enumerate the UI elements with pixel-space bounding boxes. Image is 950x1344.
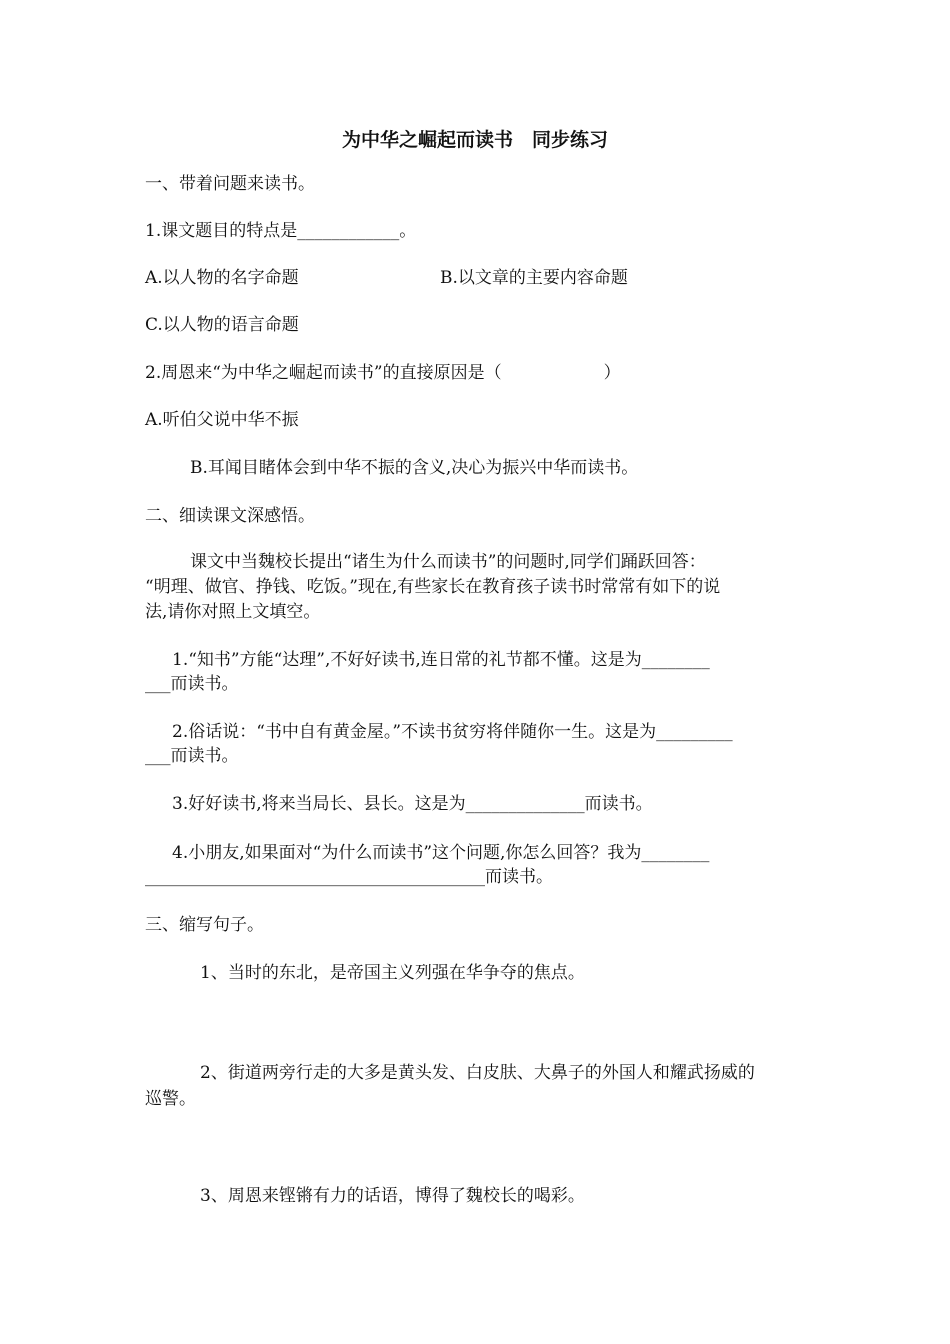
fill-item-2-line1: 2.俗话说：“书中自有黄金屋。”不读书贫穷将伴随你一生。这是为_________ — [172, 722, 733, 742]
section2-intro-line1: 课文中当魏校长提出“诸生为什么而读书”的问题时,同学们踊跃回答： — [190, 552, 706, 572]
question1-text: 1.课文题目的特点是____________。 — [145, 221, 417, 241]
section3-heading: 三、缩写句子。 — [145, 915, 264, 935]
page-title: 为中华之崛起而读书 同步练习 — [341, 129, 608, 151]
section2-heading: 二、细读课文深感悟。 — [145, 506, 315, 526]
fill-item-1-line2: ___而读书。 — [145, 674, 239, 694]
fill-item-3: 3.好好读书,将来当局长、县长。这是为______________而读书。 — [172, 794, 653, 814]
condense-sentence-2-line1: 2、街道两旁行走的大多是黄头发、白皮肤、大鼻子的外国人和耀武扬威的 — [200, 1063, 755, 1083]
condense-sentence-2-line2: 巡警。 — [145, 1089, 196, 1109]
section2-intro-line2: “明理、做官、挣钱、吃饭。”现在,有些家长在教育孩子读书时常常有如下的说 — [145, 577, 721, 597]
question2-option-a: A.听伯父说中华不振 — [145, 410, 299, 430]
fill-item-4-line2: ________________________________________而读书。 — [145, 867, 553, 887]
fill-item-1-line1: 1.“知书”方能“达理”,不好好读书,连日常的礼节都不懂。这是为________ — [172, 650, 710, 670]
question1-option-c: C.以人物的语言命题 — [145, 315, 299, 335]
section2-intro-line3: 法,请你对照上文填空。 — [145, 602, 321, 622]
question1-option-a: A.以人物的名字命题 — [145, 268, 299, 288]
condense-sentence-3: 3、周恩来铿锵有力的话语，博得了魏校长的喝彩。 — [200, 1186, 585, 1206]
fill-item-2-line2: ___而读书。 — [145, 746, 239, 766]
question1-option-b: B.以文章的主要内容命题 — [440, 268, 628, 288]
fill-item-4-line1: 4.小朋友,如果面对“为什么而读书”这个问题,你怎么回答？我为________ — [172, 843, 710, 863]
condense-sentence-1: 1、当时的东北，是帝国主义列强在华争夺的焦点。 — [200, 963, 585, 983]
question2-text: 2.周恩来“为中华之崛起而读书”的直接原因是（ ） — [145, 363, 621, 383]
question2-option-b: B.耳闻目睹体会到中华不振的含义,决心为振兴中华而读书。 — [190, 458, 639, 478]
section1-heading: 一、带着问题来读书。 — [145, 174, 315, 194]
